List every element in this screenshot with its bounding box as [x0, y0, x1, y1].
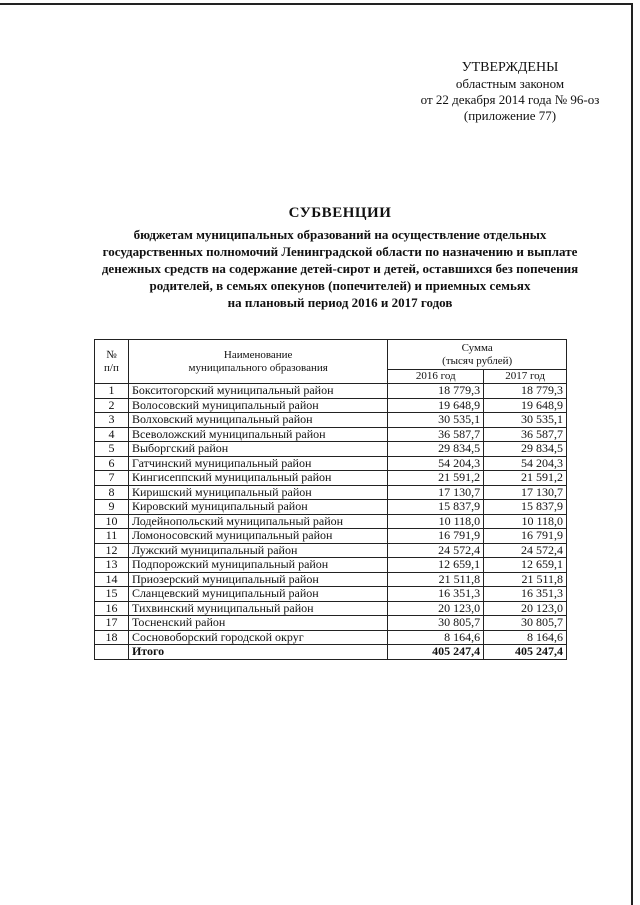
row-number: 16 [95, 601, 129, 616]
row-value-2017: 21 511,8 [484, 572, 567, 587]
row-value-2016: 16 351,3 [388, 587, 484, 602]
heading-line-4: родителей, в семьях опекунов (попечителей) и приемных семьях [149, 278, 531, 293]
row-number: 2 [95, 398, 129, 413]
row-municipality: Волосовский муниципальный район [128, 398, 387, 413]
header-number-line-2: п/п [104, 361, 119, 374]
row-value-2017: 17 130,7 [484, 485, 567, 500]
row-municipality: Лодейнопольский муниципальный район [128, 514, 387, 529]
row-value-2016: 54 204,3 [388, 456, 484, 471]
row-number: 18 [95, 630, 129, 645]
row-municipality: Кингисеппский муниципальный район [128, 471, 387, 486]
row-number: 12 [95, 543, 129, 558]
row-value-2016: 30 535,1 [388, 413, 484, 428]
header-name-line-1: Наименование [223, 348, 293, 361]
page-border-right [631, 3, 633, 905]
header-2016: 2016 год [388, 370, 484, 384]
table-row [95, 471, 567, 486]
row-number: 10 [95, 514, 129, 529]
row-value-2017: 29 834,5 [484, 442, 567, 457]
row-value-2017: 18 779,3 [484, 384, 567, 399]
row-value-2016: 36 587,7 [388, 427, 484, 442]
total-label: Итого [128, 645, 387, 660]
row-value-2017: 21 591,2 [484, 471, 567, 486]
row-value-2016: 20 123,0 [388, 601, 484, 616]
row-value-2017: 24 572,4 [484, 543, 567, 558]
approval-line-3: (приложение 77) [463, 108, 557, 123]
row-municipality: Всеволожский муниципальный район [128, 427, 387, 442]
header-name-line-2: муниципального образования [188, 361, 328, 374]
row-number: 15 [95, 587, 129, 602]
table-row [95, 398, 567, 413]
total-number [95, 645, 129, 660]
row-value-2016: 24 572,4 [388, 543, 484, 558]
row-number: 11 [95, 529, 129, 544]
row-value-2016: 18 779,3 [388, 384, 484, 399]
document-title: СУБВЕНЦИИ [288, 205, 392, 221]
row-value-2016: 17 130,7 [388, 485, 484, 500]
page-border-top [0, 3, 631, 5]
row-value-2016: 8 164,6 [388, 630, 484, 645]
table-row [95, 442, 567, 457]
row-value-2017: 20 123,0 [484, 601, 567, 616]
row-number: 7 [95, 471, 129, 486]
approval-line-1: областным законом [455, 76, 565, 91]
row-value-2017: 10 118,0 [484, 514, 567, 529]
table-row [95, 630, 567, 645]
table-row [95, 529, 567, 544]
row-number: 5 [95, 442, 129, 457]
row-number: 14 [95, 572, 129, 587]
heading-line-2: государственных полномочий Ленинградской области по назначению и выплате [102, 244, 578, 259]
row-municipality: Приозерский муниципальный район [128, 572, 387, 587]
row-number: 17 [95, 616, 129, 631]
heading-line-3: денежных средств на содержание детей-сирот и детей, оставшихся без попечения [101, 261, 579, 276]
row-value-2016: 12 659,1 [388, 558, 484, 573]
row-value-2017: 16 351,3 [484, 587, 567, 602]
row-municipality: Волховский муниципальный район [128, 413, 387, 428]
table-row [95, 456, 567, 471]
table-row [95, 558, 567, 573]
row-value-2016: 21 591,2 [388, 471, 484, 486]
subventions-table [94, 339, 567, 660]
approval-title: УТВЕРЖДЕНЫ [461, 60, 559, 75]
table-row [95, 514, 567, 529]
document-heading [70, 205, 610, 311]
table-row [95, 587, 567, 602]
row-number: 4 [95, 427, 129, 442]
row-municipality: Бокситогорский муниципальный район [128, 384, 387, 399]
row-value-2016: 21 511,8 [388, 572, 484, 587]
row-value-2016: 10 118,0 [388, 514, 484, 529]
row-value-2016: 30 805,7 [388, 616, 484, 631]
row-municipality: Ломоносовский муниципальный район [128, 529, 387, 544]
row-municipality: Лужский муниципальный район [128, 543, 387, 558]
row-value-2017: 30 805,7 [484, 616, 567, 631]
header-sum-line-2: (тысяч рублей) [442, 354, 513, 367]
heading-line-1: бюджетам муниципальных образований на осуществление отдельных [133, 227, 547, 242]
row-value-2017: 16 791,9 [484, 529, 567, 544]
row-value-2016: 19 648,9 [388, 398, 484, 413]
header-number-line-1: № [106, 348, 117, 361]
approval-stamp [420, 60, 600, 124]
row-municipality: Сосновоборский городской округ [128, 630, 387, 645]
row-municipality: Сланцевский муниципальный район [128, 587, 387, 602]
row-number: 3 [95, 413, 129, 428]
row-number: 13 [95, 558, 129, 573]
table-row [95, 572, 567, 587]
header-sum-line-1: Сумма [461, 341, 493, 354]
row-municipality: Киришский муниципальный район [128, 485, 387, 500]
row-municipality: Тихвинский муниципальный район [128, 601, 387, 616]
table-row [95, 543, 567, 558]
row-value-2017: 19 648,9 [484, 398, 567, 413]
row-value-2016: 16 791,9 [388, 529, 484, 544]
row-municipality: Подпорожский муниципальный район [128, 558, 387, 573]
row-municipality: Гатчинский муниципальный район [128, 456, 387, 471]
total-value-2017: 405 247,4 [484, 645, 567, 660]
header-number [95, 340, 129, 384]
row-municipality: Кировский муниципальный район [128, 500, 387, 515]
row-value-2017: 36 587,7 [484, 427, 567, 442]
row-value-2016: 29 834,5 [388, 442, 484, 457]
row-number: 8 [95, 485, 129, 500]
table-row [95, 427, 567, 442]
table-row [95, 485, 567, 500]
row-value-2016: 15 837,9 [388, 500, 484, 515]
row-value-2017: 12 659,1 [484, 558, 567, 573]
row-municipality: Выборгский район [128, 442, 387, 457]
row-value-2017: 8 164,6 [484, 630, 567, 645]
row-number: 9 [95, 500, 129, 515]
row-number: 1 [95, 384, 129, 399]
table-row [95, 500, 567, 515]
table-row [95, 616, 567, 631]
table-row [95, 384, 567, 399]
total-row [95, 645, 567, 660]
table-row [95, 413, 567, 428]
approval-line-2: от 22 декабря 2014 года № 96-оз [420, 92, 600, 107]
row-value-2017: 30 535,1 [484, 413, 567, 428]
row-value-2017: 54 204,3 [484, 456, 567, 471]
heading-line-5: на плановый период 2016 и 2017 годов [227, 295, 453, 310]
table-row [95, 601, 567, 616]
total-value-2016: 405 247,4 [388, 645, 484, 660]
row-municipality: Тосненский район [128, 616, 387, 631]
header-name [128, 340, 387, 384]
header-sum [388, 340, 567, 370]
row-value-2017: 15 837,9 [484, 500, 567, 515]
header-2017: 2017 год [484, 370, 567, 384]
row-number: 6 [95, 456, 129, 471]
